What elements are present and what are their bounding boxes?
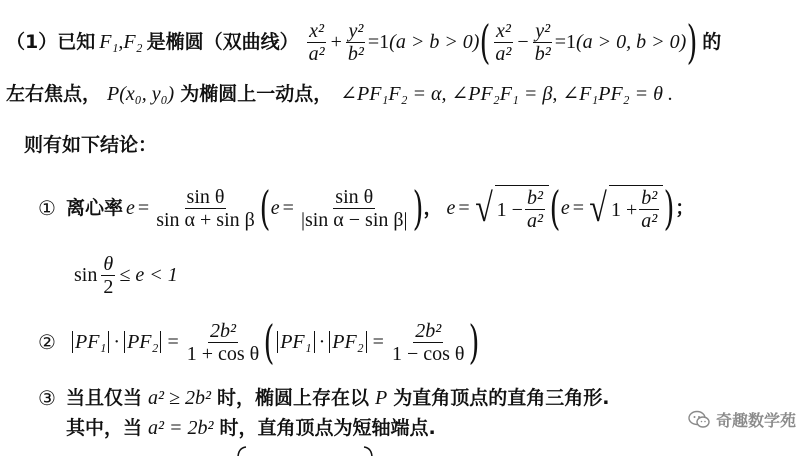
premise2-text2: 为椭圆上一动点， — [180, 82, 333, 105]
ecc-hyperbola-sqrt: √ 1 + $\frac{\text{b²}}{\text{a²}}$ — [587, 185, 663, 231]
item-2-mark: ② — [38, 330, 56, 354]
item-1-eccentricity: ① 离心率 e = $\frac{\text{sin θ}}{\text{sin α + sin β}}$ ( e = $\frac{\text{sin θ}}{\text{|sin α − sin β|}}$ ) ， e = √ 1 − $\frac{\text{b²}}{\text{a²}}$ ( e = √ 1 + $\frac{\text{b²}}{\text{a²}}$ ) ； — [38, 181, 695, 235]
ecc-hyperbola-fraction: $\frac{\text{sin θ}}{\text{|sin α − sin β|}}$ — [300, 185, 408, 231]
premise-curve-text: 是椭圆（双曲线） — [146, 30, 299, 53]
wechat-icon — [688, 410, 710, 430]
moving-point: P(x₀, y₀) — [107, 83, 175, 105]
eccentricity-bound: sin $\frac{\theta}{2}$ ≤ e < 1 — [74, 252, 178, 298]
cut-off-formula-fragment — [230, 446, 380, 456]
premise-line-1: （1）已知 F₁,F₂ 是椭圆（双曲线） $\frac{\text{x²}}{\text{a²}}$ + $\frac{\text{y²}}{\text{b²}}$ =1 (a > b > 0) ( $\frac{\text{x²}}{\text{a²}}$ − $\frac{\text{y²}}{\text{b²}}$ =1 (a > 0, b > 0) ) 的 — [6, 15, 722, 69]
premise-label: （1）已知 — [6, 30, 96, 53]
item-3-right-triangle: ③ 当且仅当 a² ≥ 2b² 时，椭圆上存在以 P 为直角顶点的直角三角形. — [38, 386, 610, 410]
hyperbola-equation: $\frac{\text{x²}}{\text{a²}}$ − $\frac{\text{y²}}{\text{b²}}$ =1 (a > 0, b > 0) — [495, 19, 687, 65]
focal-product-hyperbola: PF₁ · PF₂ — [275, 331, 368, 353]
item-2-focal-product: ② PF₁ · PF₂ = $\frac{\text{2b²}}{\text{1 + cos θ}}$ ( PF₁ · PF₂ = $\frac{\text{2b²}}{\text{1 − cos θ}}$ ) — [38, 315, 480, 369]
item-1-label: 离心率 — [66, 196, 124, 219]
focal-product-hyperbola-fraction: $\frac{\text{2b²}}{\text{1 − cos θ}}$ — [391, 319, 465, 365]
item-1-mark: ① — [38, 196, 56, 220]
item-3-mark: ③ — [38, 386, 56, 410]
ecc-ellipse-sqrt: √ 1 − $\frac{\text{b²}}{\text{a²}}$ — [473, 185, 549, 231]
focal-product-ellipse-fraction: $\frac{\text{2b²}}{\text{1 + cos θ}}$ — [186, 319, 260, 365]
ecc-ellipse-fraction: $\frac{\text{sin θ}}{\text{sin α + sin β}}$ — [156, 185, 255, 231]
foci-symbols: F₁,F₂ — [99, 31, 143, 53]
premise-line-2 — [6, 84, 673, 104]
watermark-text: 奇趣数学苑 — [715, 411, 796, 430]
premise2-text1: 左右焦点， — [6, 82, 102, 105]
conclusion-heading: 则有如下结论： — [24, 134, 158, 156]
item-3-note: 其中，当 a² = 2b² 时，直角顶点为短轴端点. — [66, 416, 436, 439]
watermark — [688, 408, 796, 431]
angle-definitions: ∠PF₁F₂ = α, ∠PF₂F₁ = β, ∠F₁PF₂ = θ . — [340, 83, 673, 105]
ellipse-equation: $\frac{\text{x²}}{\text{a²}}$ + $\frac{\text{y²}}{\text{b²}}$ =1 (a > b > 0) — [308, 19, 480, 65]
focal-product-ellipse: PF₁ · PF₂ — [70, 331, 163, 353]
premise-of: 的 — [702, 30, 722, 53]
